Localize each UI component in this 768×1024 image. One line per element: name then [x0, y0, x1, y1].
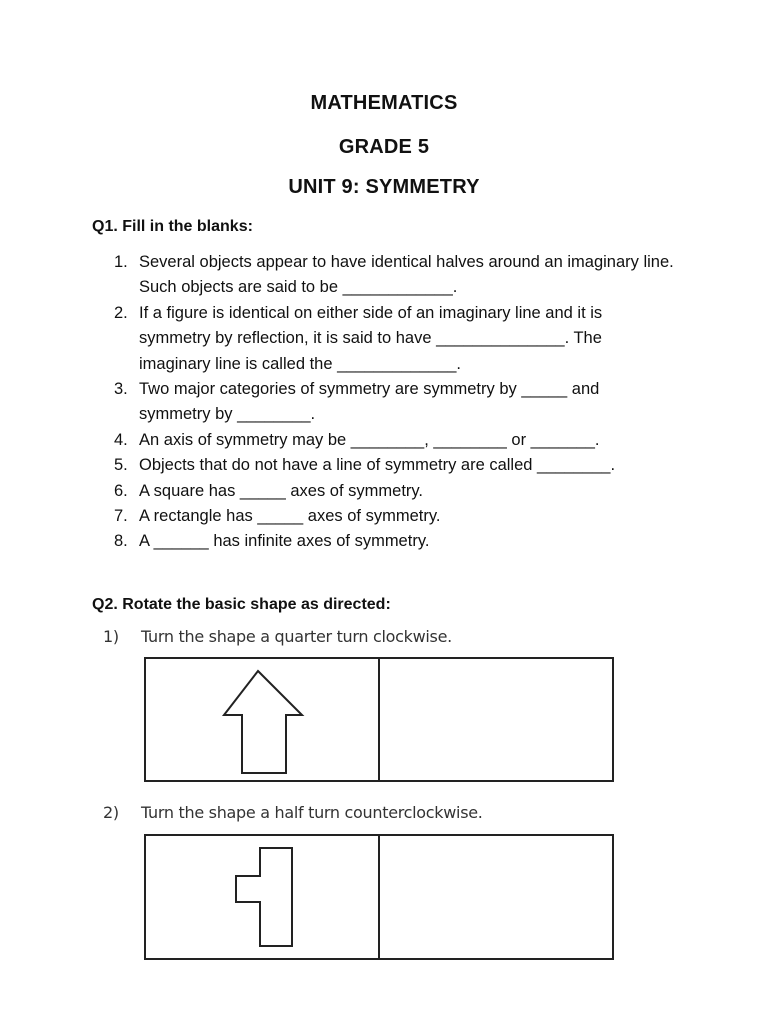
question-2-heading: Q2. Rotate the basic shape as directed:	[92, 596, 391, 613]
rotation-grid-1	[144, 657, 614, 782]
item-number: 5.	[114, 456, 128, 475]
item-text: A ______ has infinite axes of symmetry.	[139, 532, 430, 551]
task-number: 2)	[103, 803, 119, 822]
notched-bar-icon	[232, 846, 296, 950]
list-item	[114, 301, 674, 377]
task-number: 1)	[103, 627, 119, 646]
list-item	[114, 529, 674, 554]
item-text: Several objects appear to have identical halves around an imaginary line. Such objects are said to be ____________.	[139, 253, 674, 297]
unit-title: UNIT 9: SYMMETRY	[288, 176, 480, 198]
task-instruction: Turn the shape a half turn counterclockwise.	[141, 803, 483, 822]
rotation-task-2	[103, 803, 483, 822]
list-item	[114, 453, 674, 478]
arrow-up-icon	[218, 669, 310, 779]
list-item	[114, 377, 674, 428]
item-number: 7.	[114, 507, 128, 526]
rotation-task-1	[103, 627, 452, 646]
item-number: 1.	[114, 253, 128, 271]
subject-title: MATHEMATICS	[310, 92, 458, 114]
list-item	[114, 504, 674, 529]
item-text: A rectangle has _____ axes of symmetry.	[139, 507, 441, 526]
item-text: A square has _____ axes of symmetry.	[139, 481, 424, 500]
item-number: 6.	[114, 481, 128, 500]
item-number: 2.	[114, 303, 128, 322]
item-number: 8.	[114, 532, 128, 551]
item-number: 4.	[114, 430, 128, 449]
list-item	[114, 479, 674, 504]
answer-area[interactable]	[379, 659, 614, 780]
item-text: If a figure is identical on either side of an imaginary line and it is symmetry by reflection, it is said to have ______________. The imaginary line is called the _____________.	[139, 303, 603, 373]
item-text: Objects that do not have a line of symmetry are called ________.	[139, 456, 616, 475]
list-item	[114, 250, 674, 301]
item-text: An axis of symmetry may be ________, ________ or _______.	[139, 430, 600, 449]
task-instruction: Turn the shape a quarter turn clockwise.	[141, 627, 452, 646]
fill-in-blanks-list	[114, 250, 674, 555]
list-item	[114, 428, 674, 453]
grade-title: GRADE 5	[338, 136, 430, 158]
item-text: Two major categories of symmetry are symmetry by _____ and symmetry by ________.	[139, 380, 600, 424]
answer-area[interactable]	[379, 836, 614, 958]
question-1-heading: Q1. Fill in the blanks:	[92, 218, 253, 235]
item-number: 3.	[114, 380, 128, 399]
rotation-grid-2	[144, 834, 614, 960]
